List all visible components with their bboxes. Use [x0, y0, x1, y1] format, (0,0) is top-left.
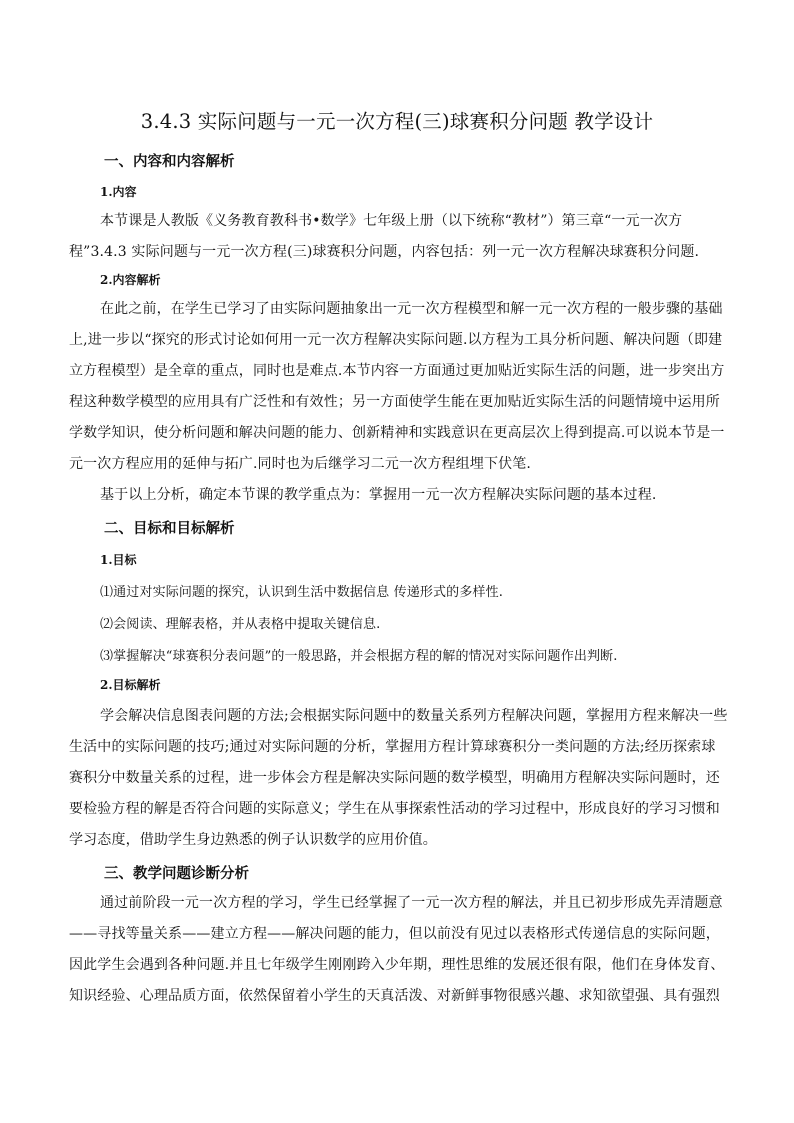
objective-item: ⑵会阅读、理解表格，并从表格中提取关键信息.	[100, 617, 381, 632]
paragraph-line: 学数学知识，使分析问题和解决问题的能力、创新精神和实践意识在更高层次上得到提高.可以说本节是一	[69, 425, 725, 441]
paragraph-line: 程这种数学模型的应用具有广泛性和有效性；另一方面使学生能在更加贴近实际生活的问题情境中运用所	[69, 394, 720, 410]
paragraph-line: 在此之前，在学生已学习了由实际问题抽象出一元一次方程模型和解一元一次方程的一般步骤的基础	[100, 301, 723, 317]
subheading-objectives: 1.目标	[100, 553, 137, 567]
paragraph-line: 元一次方程应用的延伸与拓广.同时也为后继学习二元一次方程组埋下伏笔.	[69, 456, 531, 472]
page-title: 3.4.3 实际问题与一元一次方程(三)球赛积分问题 教学设计	[140, 110, 654, 133]
objective-item: ⑶掌握解决“球赛积分表问题”的一般思路，并会根据方程的解的情况对实际问题作出判断.	[100, 649, 618, 664]
paragraph-line: 立方程模型）是全章的重点，同时也是难点.本节内容一方面通过更加贴近实际生活的问题，进一步突出方	[69, 363, 725, 379]
subheading-objectives-analysis: 2.目标解析	[100, 678, 161, 692]
objective-item: ⑴通过对实际问题的探究，认识到生活中数据信息 传递形式的多样性.	[100, 585, 504, 600]
section-heading-content: 一、内容和内容解析	[104, 153, 235, 170]
paragraph-line: 知识经验、心理品质方面，依然保留着小学生的天真活泼、对新鲜事物很感兴趣、求知欲望强、具有强烈	[69, 988, 720, 1004]
paragraph-line: 学会解决信息图表问题的方法;会根据实际问题中的数量关系列方程解决问题，掌握用方程来解决一些	[100, 708, 728, 724]
paragraph-line: 基于以上分析，确定本节课的教学重点为：掌握用一元一次方程解决实际问题的基本过程.	[100, 487, 657, 503]
paragraph-line: 要检验方程的解是否符合问题的实际意义；学生在从事探索性活动的学习过程中，形成良好的学习习惯和	[69, 801, 720, 817]
paragraph-line: 学习态度，借助学生身边熟悉的例子认识数学的应用价值。	[69, 832, 437, 848]
paragraph-line: 本节课是人教版《义务教育教科书•数学》七年级上册（以下统称“教材”）第三章“一元一次方	[100, 213, 683, 229]
paragraph-line: 因此学生会遇到各种问题.并且七年级学生刚刚跨入少年期，理性思维的发展还很有限，他们在身体发育、	[69, 957, 725, 973]
paragraph-line: 程”3.4.3 实际问题与一元一次方程(三)球赛积分问题，内容包括：列一元一次方程解决球赛积分问题.	[69, 244, 700, 260]
paragraph-line: 上,进一步以“探究的形式讨论如何用一元一次方程解决实际问题.以方程为工具分析问题、解决问题（即建	[69, 332, 723, 348]
section-heading-objectives: 二、目标和目标解析	[104, 520, 235, 537]
paragraph-line: ——寻找等量关系——建立方程——解决问题的能力，但以前没有见过以表格形式传递信息的实际问题，	[69, 926, 720, 942]
section-heading-diagnosis: 三、教学问题诊断分析	[104, 865, 249, 882]
paragraph-line: 赛积分中数量关系的过程，进一步体会方程是解决实际问题的数学模型，明确用方程解决实际问题时，还	[69, 770, 720, 786]
subheading-content: 1.内容	[100, 185, 137, 199]
paragraph-line: 生活中的实际问题的技巧;通过对实际问题的分析，掌握用方程计算球赛积分一类问题的方法;经历探索球	[69, 739, 716, 755]
subheading-content-analysis: 2.内容解析	[100, 273, 161, 287]
paragraph-line: 通过前阶段一元一次方程的学习，学生已经掌握了一元一次方程的解法，并且已初步形成先弄清题意	[100, 895, 723, 911]
